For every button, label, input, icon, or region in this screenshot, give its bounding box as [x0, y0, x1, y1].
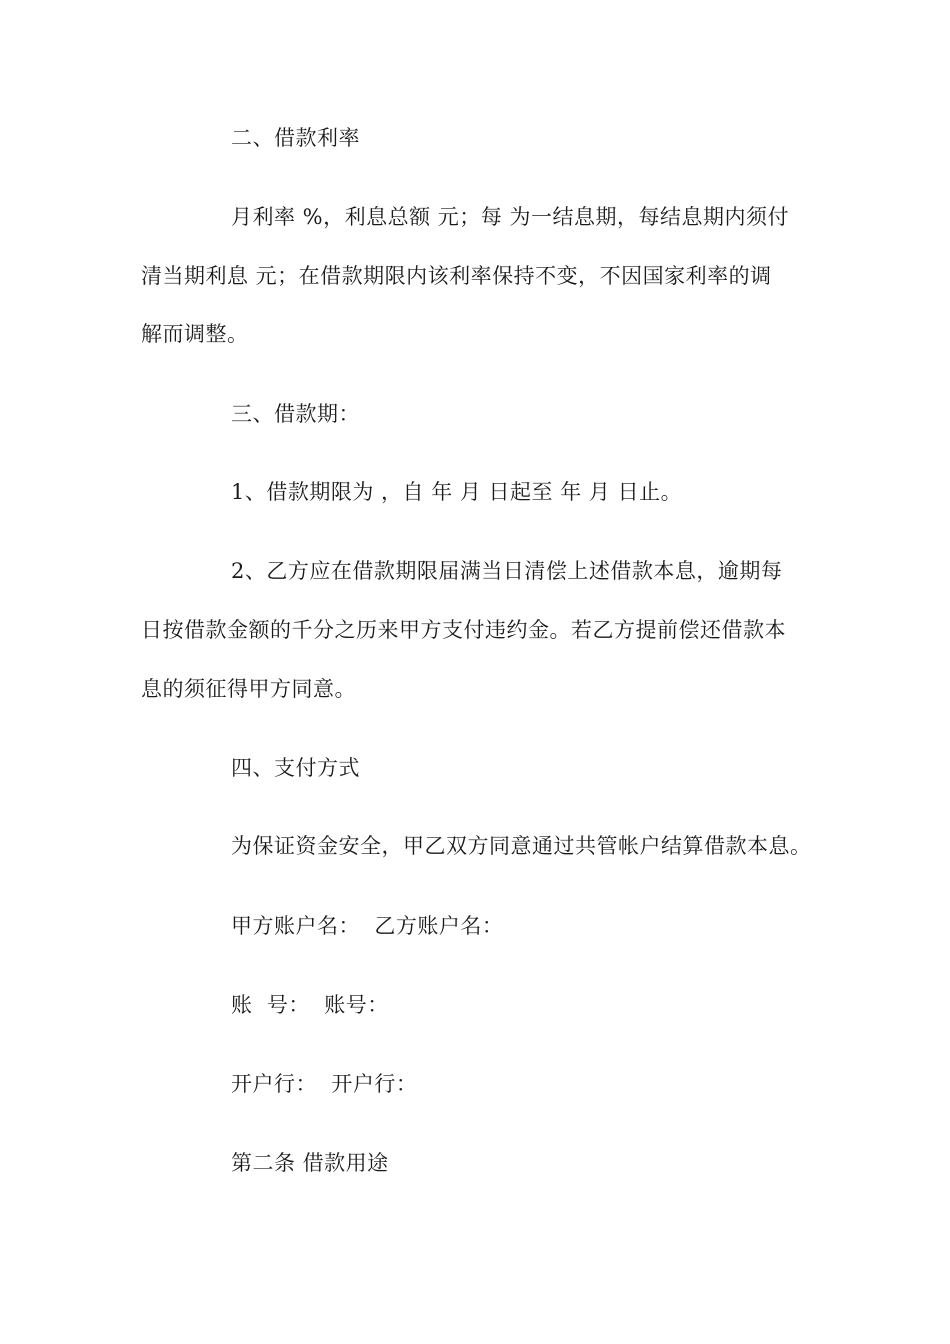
section-heading-payment-method: 四、支付方式	[231, 756, 360, 780]
account-number-line: 账 号： 账号：	[231, 993, 389, 1017]
paragraph-line: 清当期利息 元；在借款期限内该利率保持不变，不因国家利率的调	[141, 264, 772, 288]
paragraph-line: 息的须征得甲方同意。	[141, 677, 356, 701]
paragraph-line: 月利率 %，利息总额 元；每 为一结息期，每结息期内须付	[231, 205, 789, 229]
list-item: 2、乙方应在借款期限届满当日清偿上述借款本息，逾期每	[231, 559, 783, 583]
section-heading-loan-term: 三、借款期：	[231, 402, 360, 426]
article-heading-loan-purpose: 第二条 借款用途	[231, 1151, 389, 1175]
account-name-line: 甲方账户名： 乙方账户名：	[231, 914, 504, 938]
list-item: 1、借款期限为 ，自 年 月 日起至 年 月 日止。	[231, 480, 683, 504]
paragraph-line: 日按借款金额的千分之历来甲方支付违约金。若乙方提前偿还借款本	[141, 618, 786, 642]
paragraph-line: 解而调整。	[141, 322, 249, 346]
bank-line: 开户行： 开户行：	[231, 1072, 418, 1096]
section-heading-interest-rate: 二、借款利率	[231, 126, 360, 150]
paragraph-line: 为保证资金安全，甲乙双方同意通过共管帐户结算借款本息。	[231, 834, 812, 858]
